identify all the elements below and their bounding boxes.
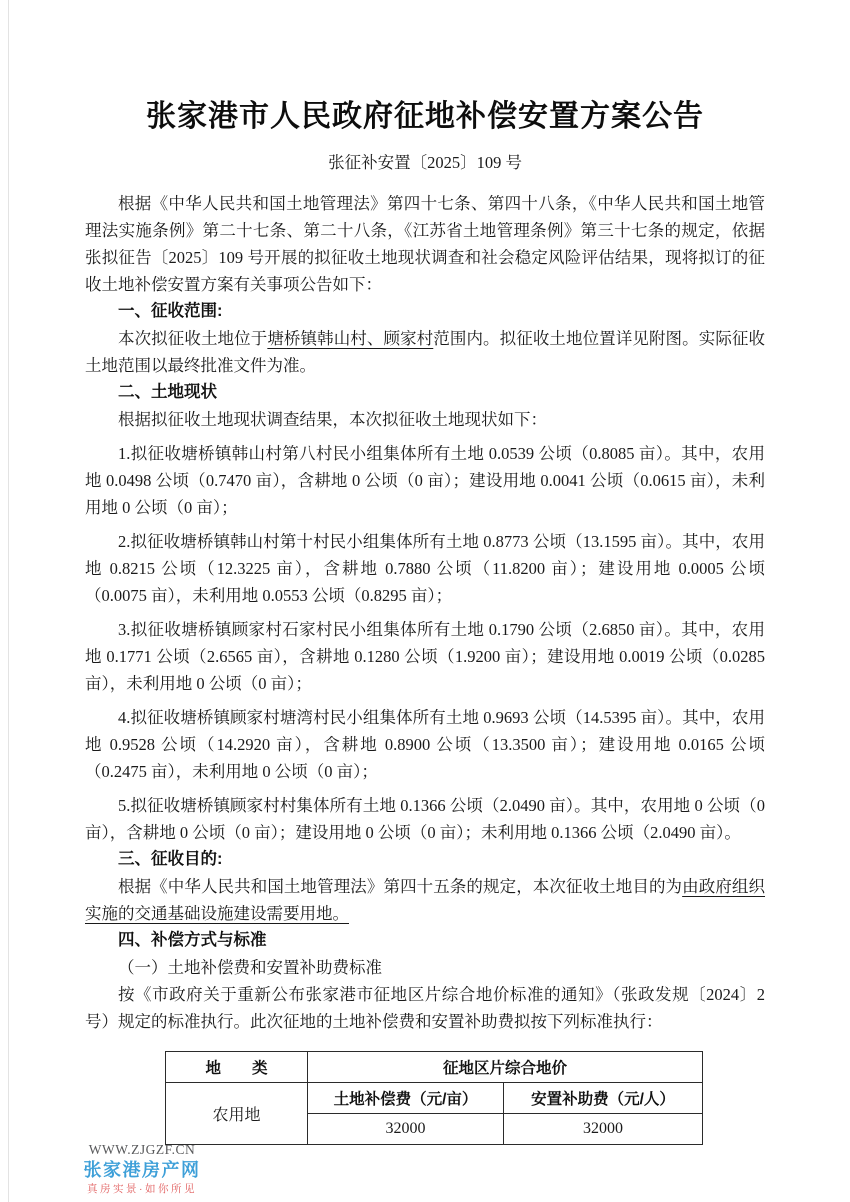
section1-underlined-villages: 塘桥镇韩山村、顾家村: [267, 329, 434, 348]
section3-heading: 三、征收目的:: [118, 850, 223, 868]
table-subheader-row: [166, 1083, 703, 1114]
document-number: 张征补安置〔2025〕109 号: [328, 153, 522, 172]
section4-subheading: （一）土地补偿费和安置补助费标准: [118, 958, 382, 977]
section4-paragraph: 按《市政府关于重新公布张家港市征地区片综合地价标准的通知》（张政发规〔2024〕2 号）规定的标准执行。此次征地的土地补偿费和安置补助费拟按下列标准执行：: [85, 985, 765, 1031]
document-title: 张家港市人民政府征地补偿安置方案公告: [146, 100, 704, 133]
section1-heading: 一、征收范围:: [118, 302, 223, 320]
watermark-site-name: 张家港房产网: [83, 1159, 201, 1180]
land-item-4: 4.拟征收塘桥镇顾家村塘湾村民小组集体所有土地 0.9693 公顷（14.5395 亩）。其中，农用地 0.9528 公顷（14.2920 亩），含耕地 0.8900 公顷（13.3500 亩）；建设用地 0.0165 公顷（0.2475 亩），未利用地 0 公顷（0 亩）；: [85, 708, 765, 781]
section2-lead: 根据拟征收土地现状调查结果，本次拟征收土地现状如下：: [118, 410, 547, 429]
land-type-header-cell: 地 类: [166, 1052, 308, 1083]
watermark-tagline: 真房实景·如你所见: [87, 1182, 197, 1195]
site-watermark: [52, 1143, 232, 1194]
section3-paragraph: [85, 873, 765, 927]
page-edge-line: [8, 0, 9, 1202]
land-item-2: 2.拟征收塘桥镇韩山村第十村民小组集体所有土地 0.8773 公顷（13.1595 亩）。其中，农用地 0.8215 公顷（12.3225 亩），含耕地 0.7880 公顷（11.8200 亩）；建设用地 0.0005 公顷（0.0075 亩），未利用地 0.0553 公顷（0.8295 亩）；: [85, 532, 765, 605]
compensation-table: [165, 1051, 703, 1145]
land-item-1: 1.拟征收塘桥镇韩山村第八村民小组集体所有土地 0.0539 公顷（0.8085 亩）。其中，农用地 0.0498 公顷（0.7470 亩），含耕地 0 公顷（0 亩）；建设用地 0.0041 公顷（0.0615 亩），未利用地 0 公顷（0 亩）；: [85, 444, 765, 517]
land-item-5: 5.拟征收塘桥镇顾家村村集体所有土地 0.1366 公顷（2.0490 亩）。其中，农用地 0 公顷（0 亩），含耕地 0 公顷（0 亩）；建设用地 0 公顷（0 亩）；未利用地 0.1366 公顷（2.0490 亩）。: [85, 796, 765, 842]
section2-heading: 二、土地现状: [118, 383, 217, 401]
resettlement-value-cell: 32000: [504, 1114, 703, 1145]
section1-text-post: 范围内。拟征收土地位置详见附图。实际征收土地范围以最终批准文件为准。: [85, 329, 766, 375]
section3-text-pre: 根据《中华人民共和国土地管理法》第四十五条的规定，本次征收土地目的为: [118, 877, 683, 896]
table-header-row: [166, 1052, 703, 1083]
resettlement-header-cell: 安置补助费（元/人）: [504, 1083, 703, 1114]
document-body: [85, 190, 765, 1035]
section3-underlined-purpose: 由政府组织实施的交通基础设施建设需要用地。: [85, 877, 766, 923]
section1-text-pre: 本次拟征收土地位于: [118, 329, 268, 348]
document-content: [85, 0, 765, 1145]
compensation-value-cell: 32000: [308, 1114, 504, 1145]
watermark-url: WWW.ZJGZF.CN: [88, 1142, 196, 1157]
section4-heading: 四、补偿方式与标准: [118, 931, 267, 949]
intro-paragraph: 根据《中华人民共和国土地管理法》第四十七条、第四十八条，《中华人民共和国土地管理法实施条例》第二十七条、第二十八条，《江苏省土地管理条例》第三十七条的规定，依据张拟征告〔2025〕109 号开展的拟征收土地现状调查和社会稳定风险评估结果，现将拟订的征收土地补偿安置方案有关事项公告如下：: [85, 194, 765, 294]
price-header-cell: 征地区片综合地价: [308, 1052, 703, 1083]
section1-paragraph: [85, 325, 765, 379]
land-item-3: 3.拟征收塘桥镇顾家村石家村民小组集体所有土地 0.1790 公顷（2.6850 亩）。其中，农用地 0.1771 公顷（2.6565 亩），含耕地 0.1280 公顷（1.9200 亩）；建设用地 0.0019 公顷（0.0285 亩），未利用地 0 公顷（0 亩）；: [85, 620, 765, 693]
compensation-header-cell: 土地补偿费（元/亩）: [308, 1083, 504, 1114]
land-type-value-cell: 农用地: [166, 1083, 308, 1145]
